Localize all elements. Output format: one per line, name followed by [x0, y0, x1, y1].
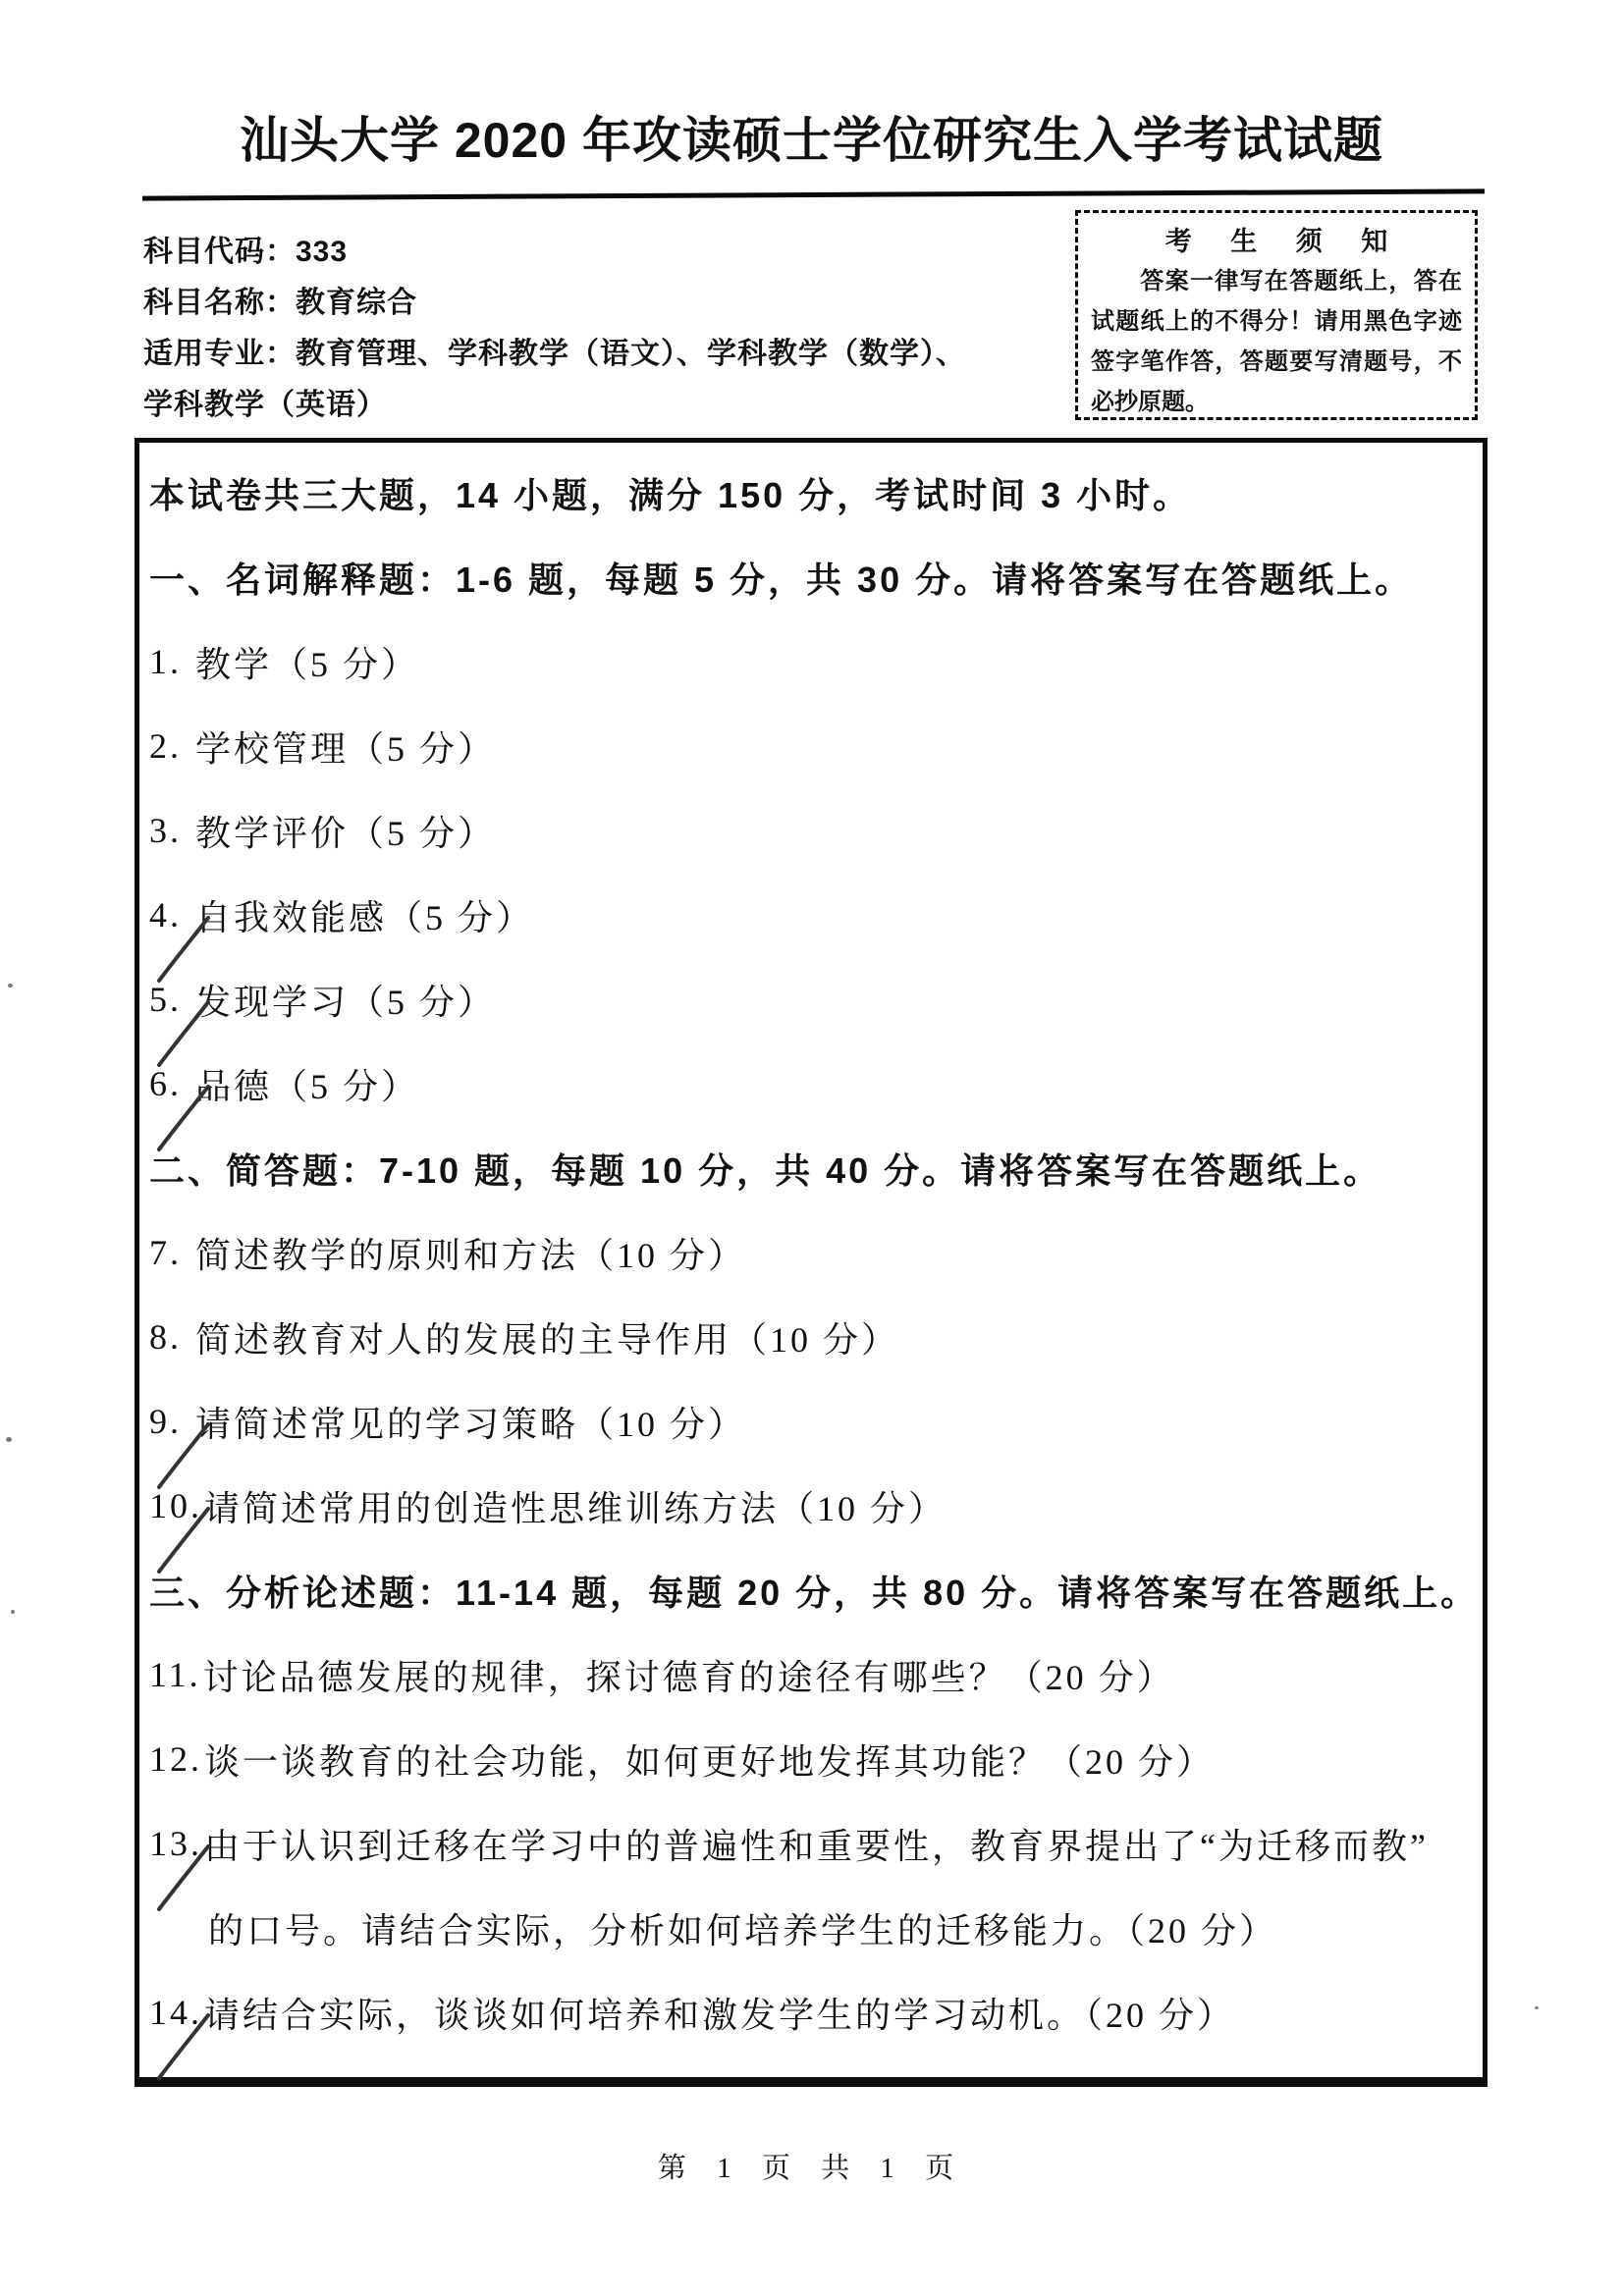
question-number: 6.	[149, 1064, 182, 1103]
section-2-heading: 二、简答题：7-10 题，每题 10 分，共 40 分。请将答案写在答题纸上。	[149, 1149, 1382, 1191]
majors-value-2: 学科教学（英语）	[143, 389, 387, 421]
majors-value-1: 教育管理、学科教学（语文）、学科教学（数学）、	[296, 338, 966, 370]
header-divider-line	[142, 188, 1485, 200]
notice-title: 考 生 须 知	[1164, 227, 1404, 256]
subject-code-label: 科目代码：	[143, 236, 296, 268]
subject-meta-block	[143, 227, 1066, 431]
subject-code-line	[143, 227, 1066, 278]
notice-body: 答案一律写在答题纸上，答在试题纸上的不得分！请用黑色字迹签字笔作答，答题要写清题号，不必抄原题。	[1091, 269, 1462, 415]
question-text: 简述教育对人的发展的主导作用（10 分）	[195, 1319, 900, 1360]
question-number: 8.	[149, 1317, 182, 1357]
question-text: 请结合实际，谈谈如何培养和激发学生的学习动机。（20 分）	[204, 1995, 1236, 2035]
question-item-12	[149, 1717, 1477, 1801]
question-area-box	[135, 438, 1488, 2087]
subject-name-label: 科目名称：	[143, 287, 296, 319]
question-number: 12.	[149, 1739, 202, 1779]
question-text: 简述教学的原则和方法（10 分）	[195, 1235, 747, 1275]
exam-intro: 本试卷共三大题，14 小题，满分 150 分，考试时间 3 小时。	[149, 474, 1192, 515]
scan-noise-speck	[11, 1610, 15, 1614]
question-text: 学校管理（5 分）	[195, 728, 497, 769]
page-title: 汕头大学 2020 年攻读硕士学位研究生入学考试试题	[239, 113, 1383, 168]
question-item-2	[149, 704, 1477, 788]
question-text: 请简述常见的学习策略（10 分）	[195, 1404, 747, 1444]
question-number: 3.	[149, 811, 182, 850]
question-text: 品德（5 分）	[195, 1066, 420, 1106]
question-item-11	[149, 1632, 1477, 1717]
page-number-footer: 第 1 页 共 1 页	[657, 2153, 966, 2184]
question-number: 10.	[149, 1486, 202, 1525]
question-number: 9.	[149, 1402, 182, 1441]
candidate-notice-box	[1075, 210, 1478, 420]
question-number: 7.	[149, 1233, 182, 1272]
section-3-heading: 三、分析论述题：11-14 题，每题 20 分，共 80 分。请将答案写在答题纸上。	[149, 1572, 1480, 1613]
question-text: 请简述常用的创造性思维训练方法（10 分）	[204, 1488, 947, 1528]
question-item-6	[149, 1041, 1477, 1126]
question-item-14	[149, 1970, 1477, 2055]
question-number: 11.	[149, 1655, 201, 1694]
question-number: 1.	[149, 642, 182, 681]
question-item-7	[149, 1210, 1477, 1295]
question-item-5	[149, 957, 1477, 1041]
subject-code-value: 333	[296, 236, 349, 268]
question-text: 讨论品德发展的规律，探讨德育的途径有哪些？（20 分）	[202, 1657, 1175, 1697]
question-text: 发现学习（5 分）	[195, 982, 497, 1022]
question-number: 5.	[149, 980, 182, 1019]
question-item-3	[149, 788, 1477, 873]
question-number: 2.	[149, 726, 182, 766]
scan-noise-speck	[6, 1437, 12, 1442]
question-item-9	[149, 1379, 1477, 1464]
subject-name-line	[143, 278, 1066, 329]
subject-name-value: 教育综合	[296, 287, 417, 319]
scan-noise-speck	[8, 984, 13, 988]
majors-line-1	[143, 329, 1066, 380]
majors-label: 适用专业：	[143, 338, 296, 370]
question-text: 由于认识到迁移在学习中的普遍性和重要性，教育界提出了“为迁移而教”	[204, 1826, 1429, 1866]
question-text: 教学（5 分）	[195, 644, 420, 684]
majors-line-2	[143, 380, 1066, 431]
section-1-heading: 一、名词解释题：1-6 题，每题 5 分，共 30 分。请将答案写在答题纸上。	[149, 559, 1414, 600]
question-text: 自我效能感（5 分）	[195, 897, 535, 937]
question-item-8	[149, 1295, 1477, 1379]
question-text: 谈一谈教育的社会功能，如何更好地发挥其功能？（20 分）	[204, 1741, 1216, 1782]
question-text: 的口号。请结合实际，分析如何培养学生的迁移能力。（20 分）	[208, 1910, 1278, 1950]
question-number: 4.	[149, 895, 182, 934]
question-item-4	[149, 873, 1477, 957]
question-item-1	[149, 619, 1477, 704]
question-item-10	[149, 1464, 1477, 1548]
scan-noise-speck	[1535, 2006, 1539, 2009]
question-number: 13.	[149, 1824, 202, 1863]
question-item-13-continued	[149, 1886, 1477, 1970]
question-item-13	[149, 1801, 1477, 1886]
question-number: 14.	[149, 1993, 202, 2032]
question-text: 教学评价（5 分）	[195, 813, 497, 853]
